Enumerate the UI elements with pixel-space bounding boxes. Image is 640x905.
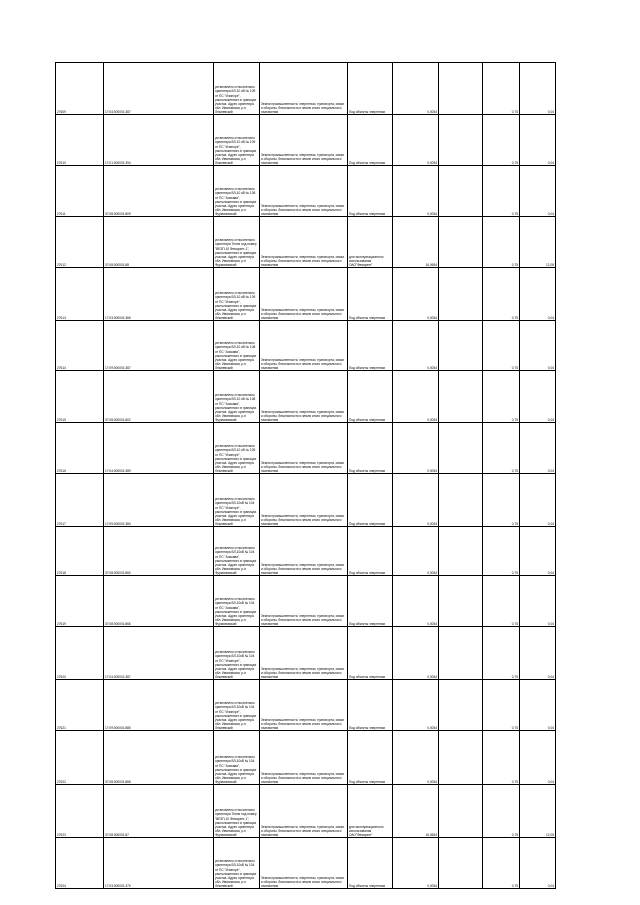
table-row [56,115,556,166]
permitted-use-cell-text: Под объекты энергетики [349,315,386,320]
tax-rate-cell [483,321,520,371]
tax-amount-cell-text: 0,04 [547,160,554,165]
land-category-cell [260,63,348,115]
tax-amount-cell-text: 0,04 [547,674,554,679]
cadastral-number-cell [104,731,214,785]
area-cell [393,321,439,371]
land-category-cell-text: Земли промышленности, энергетики, транспорта, связи и обороны, безопасности и земли иного специального назначения [261,101,344,114]
tax-rate-cell [483,166,520,217]
area-cell-text: 0,0054 [427,109,437,114]
tax-amount-cell [520,217,556,268]
tax-rate-cell [483,627,520,680]
area-cell [393,527,439,576]
row-number-cell [56,115,104,166]
tax-rate-cell [483,838,520,889]
cadastral-number-cell-text: 37:08:000001:860 [105,570,131,575]
permitted-use-cell [348,785,393,838]
location-description-cell-text: установлено относительно ориентира ВЛ-10кВ № 104 от ПС "Ачикава", расположенного в границах участка. Адрес ориентира обл. Ивановская, р-н Фурмановский [215,755,257,784]
area-cell-text: 0,0054 [427,570,437,575]
row-number-cell-text: 27617 [57,521,66,526]
tax-rate-cell-text: 0,75 [511,725,518,730]
land-category-cell-text: Земли промышленности, энергетики, транспорта, связи и обороны, безопасности и земли иного специального назначения [261,203,344,216]
row-number-cell [56,627,104,680]
empty-cell [439,785,483,838]
row-number-cell [56,63,104,115]
table-row [56,785,556,838]
area-cell [393,785,439,838]
row-number-cell-text: 27613 [57,315,66,320]
land-category-cell-text: Земли промышленности, энергетики, транспорта, связи и обороны, безопасности и земли иного специального назначения [261,513,344,526]
land-category-cell-text: Земли промышленности, энергетики, транспорта, связи и обороны, безопасности и земли иного специального назначения [261,409,344,422]
cadastral-number-cell [104,321,214,371]
location-description-cell-text: установлено относительно ориентира ВЛ-10кВ № 104 от ПС "Ичиноре", расположенного в границах участка. Адрес ориентира обл. Ивановская, р-н Лежневский [215,859,257,888]
permitted-use-cell-text: Под объекты энергетики [349,109,386,114]
row-number-cell-text: 27622 [57,779,66,784]
permitted-use-cell-text: Под объекты энергетики [349,160,386,165]
cadastral-number-cell [104,576,214,627]
row-number-cell [56,371,104,423]
row-number-cell-text: 27624 [57,883,66,888]
tax-rate-cell-text: 0,75 [511,315,518,320]
area-cell-text: 0,0054 [427,621,437,626]
tax-amount-cell [520,423,556,474]
tax-rate-cell-text: 0,75 [511,570,518,575]
row-number-cell-text: 27618 [57,570,66,575]
row-number-cell-text: 27619 [57,621,66,626]
cadastral-number-cell [104,423,214,474]
tax-amount-cell-text: 0,04 [547,468,554,473]
tax-rate-cell [483,576,520,627]
land-category-cell-text: Земли промышленности, энергетики, транспорта, связи и обороны, безопасности и земли иного специального назначения [261,254,344,267]
table-row [56,63,556,115]
empty-cell [439,423,483,474]
land-category-cell-text: Земли промышленности, энергетики, транспорта, связи и обороны, безопасности и земли иного специального назначения [261,666,344,679]
location-description-cell-text: установлено относительно ориентира ВЛ-10 кВ № 108 от ПС "Ачикава", расположенного в границах участка. Адрес ориентира обл. Ивановская, р-н Лежневский [215,341,257,370]
row-number-cell [56,321,104,371]
location-description-cell [214,166,260,217]
tax-amount-cell-text: 0,04 [547,570,554,575]
tax-rate-cell [483,371,520,423]
table-row [56,527,556,576]
area-cell-text: 0,0054 [427,315,437,320]
row-number-cell [56,838,104,889]
area-cell-text: 0,0054 [427,521,437,526]
area-cell-text: 0,0054 [427,417,437,422]
area-cell [393,166,439,217]
empty-cell [439,321,483,371]
row-number-cell [56,576,104,627]
area-cell [393,731,439,785]
permitted-use-cell-text: Под объекты энергетики [349,779,386,784]
row-number-cell [56,268,104,321]
tax-rate-cell [483,527,520,576]
permitted-use-cell-text: Под объекты энергетики [349,521,386,526]
empty-cell [439,627,483,680]
cadastral-number-cell-text: 17:01:000001:394 [105,160,131,165]
cadastral-number-cell-text: 17:09:000001:387 [105,365,131,370]
tax-rate-cell-text: 0,75 [511,883,518,888]
cadastral-number-cell [104,785,214,838]
permitted-use-cell-text: Под объекты энергетики [349,883,386,888]
empty-cell [439,838,483,889]
tax-amount-cell-text: 12,05 [546,832,554,837]
location-description-cell [214,576,260,627]
tax-amount-cell [520,321,556,371]
area-cell [393,680,439,731]
empty-cell [439,166,483,217]
row-number-cell-text: 27612 [57,262,66,267]
land-category-cell-text: Земли промышленности, энергетики, транспорта, связи и обороны, безопасности и земли иного специального назначения [261,152,344,165]
location-description-cell-text: установлено относительно ориентира ВЛ-10кВ № 104 от ПС "Ичиноре", расположенного в границах участка. Адрес ориентира обл. Ивановская, р-н Лежневский [215,650,257,679]
land-category-cell-text: Земли промышленности, энергетики, транспорта, связи и обороны, безопасности и земли иного специального назначения [261,562,344,575]
land-category-cell-text: Земли промышленности, энергетики, транспорта, связи и обороны, безопасности и земли иного специального назначения [261,613,344,626]
land-category-cell-text: Земли промышленности, энергетики, транспорта, связи и обороны, безопасности и земли иного специального назначения [261,357,344,370]
area-cell-text: 0,0054 [427,160,437,165]
tax-rate-cell-text: 0,75 [511,674,518,679]
land-registry-table [55,62,556,889]
table-row [56,371,556,423]
tax-amount-cell [520,838,556,889]
empty-cell [439,731,483,785]
tax-amount-cell [520,785,556,838]
empty-cell [439,576,483,627]
tax-rate-cell-text: 0,75 [511,832,518,837]
area-cell [393,576,439,627]
cadastral-number-cell [104,268,214,321]
tax-rate-cell [483,731,520,785]
row-number-cell-text: 27609 [57,109,66,114]
area-cell [393,838,439,889]
location-description-cell-text: установлено относительно ориентира Техни под номер "ВЕЗП-10 Фемзрэет-1", расположенного в границах участка. Адрес ориентира обл. Ивановская, р-н Фурмановский [215,238,257,267]
land-category-cell [260,217,348,268]
table-row [56,268,556,321]
tax-rate-cell [483,680,520,731]
area-cell [393,423,439,474]
location-description-cell [214,680,260,731]
tax-amount-cell [520,371,556,423]
tax-amount-cell-text: 0,04 [547,365,554,370]
tax-rate-cell-text: 0,75 [511,109,518,114]
tax-amount-cell [520,627,556,680]
empty-cell [439,268,483,321]
table-row [56,321,556,371]
tax-amount-cell [520,474,556,527]
tax-amount-cell-text: 0,04 [547,315,554,320]
empty-cell [439,217,483,268]
cadastral-number-cell [104,474,214,527]
cadastral-number-cell-text: 17:03:000001:366 [105,315,131,320]
tax-rate-cell [483,268,520,321]
land-category-cell [260,627,348,680]
row-number-cell [56,474,104,527]
location-description-cell-text: установлено относительно ориентира ВЛ-10 кВ № 108 от ПС "Ачикава", расположенного в границах участка. Адрес ориентира обл. Ивановская, р-н Фурмановский [215,187,257,216]
location-description-cell [214,527,260,576]
empty-cell [439,63,483,115]
tax-amount-cell-text: 0,04 [547,521,554,526]
land-category-cell [260,371,348,423]
land-category-cell [260,576,348,627]
location-description-cell [214,731,260,785]
permitted-use-cell-text: Под объекты энергетики [349,621,386,626]
tax-rate-cell-text: 0,75 [511,521,518,526]
tax-amount-cell-text: 0,04 [547,725,554,730]
location-description-cell-text: установлено относительно ориентира ВЛ-10кВ № 104 от ПС "Ичиноре", расположенного в границах участка. Адрес ориентира обл. Ивановская, р-н Лежневский [215,497,257,526]
land-category-cell [260,474,348,527]
permitted-use-cell [348,627,393,680]
permitted-use-cell [348,527,393,576]
land-category-cell [260,321,348,371]
location-description-cell [214,627,260,680]
area-cell [393,268,439,321]
area-cell [393,474,439,527]
tax-amount-cell [520,166,556,217]
tax-amount-cell-text: 0,04 [547,211,554,216]
permitted-use-cell [348,63,393,115]
area-cell-text: 16,0654 [425,262,437,267]
row-number-cell-text: 27623 [57,832,66,837]
land-category-cell [260,731,348,785]
table-row [56,731,556,785]
area-cell [393,63,439,115]
tax-rate-cell [483,423,520,474]
permitted-use-cell-text: Под объекты энергетики [349,365,386,370]
land-category-cell-text: Земли промышленности, энергетики, транспорта, связи и обороны, безопасности и земли иного специального назначения [261,771,344,784]
tax-amount-cell-text: 0,04 [547,417,554,422]
permitted-use-cell-text: Под объекты энергетики [349,468,386,473]
land-category-cell [260,838,348,889]
row-number-cell-text: 27616 [57,468,66,473]
land-category-cell [260,115,348,166]
location-description-cell-text: установлено относительно ориентира ВЛ-10 кВ № 109 от ПС "Ичиноре", расположенного в границах участка. Адрес ориентира обл. Ивановская, р-н Лежневский [215,136,257,165]
cadastral-number-cell-text: 17:09:000001:384 [105,521,131,526]
permitted-use-cell-text: Под объекты энергетики [349,211,386,216]
cadastral-number-cell [104,680,214,731]
cadastral-number-cell-text: 37:08:000001:866 [105,621,131,626]
row-number-cell [56,217,104,268]
location-description-cell-text: установлено относительно ориентира ВЛ-10 кВ № 109 от ПС "Ичиноре", расположенного в границах участка. Адрес ориентира обл. Ивановская, р-н Лежневский [215,444,257,473]
cadastral-number-cell [104,371,214,423]
location-description-cell [214,63,260,115]
area-cell-text: 0,0054 [427,468,437,473]
table-row [56,474,556,527]
row-number-cell [56,680,104,731]
location-description-cell-text: установлено относительно ориентира ВЛ-10 кВ № 109 от ПС "Ичиноре", расположенного в границах участка. Адрес ориентира обл. Ивановская, р-н Лежневский [215,291,257,320]
permitted-use-cell-text: для эксплуатационного использования ОАО"Фемзрэет" [349,824,384,837]
tax-amount-cell-text: 0,04 [547,779,554,784]
row-number-cell [56,785,104,838]
row-number-cell-text: 27620 [57,674,66,679]
tax-rate-cell-text: 0,75 [511,621,518,626]
area-cell-text: 16,0654 [425,832,437,837]
area-cell-text: 0,0054 [427,674,437,679]
tax-amount-cell-text: 0,04 [547,621,554,626]
cadastral-number-cell [104,166,214,217]
cadastral-number-cell-text: 17:04:000001:389 [105,468,131,473]
land-category-cell [260,785,348,838]
location-description-cell [214,423,260,474]
tax-rate-cell [483,115,520,166]
area-cell [393,627,439,680]
area-cell [393,115,439,166]
cadastral-number-cell-text: 37:08:000001:802 [105,417,131,422]
permitted-use-cell-text: Под объекты энергетики [349,674,386,679]
cadastral-number-cell-text: 37:08:000001:88 [105,262,129,267]
row-number-cell-text: 27610 [57,160,66,165]
table-row [56,576,556,627]
empty-cell [439,527,483,576]
table-row [56,680,556,731]
tax-rate-cell [483,63,520,115]
row-number-cell-text: 27615 [57,417,66,422]
cadastral-number-cell-text: 37:08:000001:87 [105,832,129,837]
permitted-use-cell [348,321,393,371]
table-row [56,423,556,474]
permitted-use-cell [348,474,393,527]
land-category-cell-text: Земли промышленности, энергетики, транспорта, связи и обороны, безопасности и земли иного специального назначения [261,460,344,473]
location-description-cell [214,371,260,423]
cadastral-number-cell-text: 37:08:000001:809 [105,211,131,216]
permitted-use-cell [348,423,393,474]
area-cell-text: 0,0054 [427,779,437,784]
row-number-cell-text: 27611 [57,211,66,216]
permitted-use-cell-text: для эксплуатационного использования ОАО"Фемзрэет" [349,254,384,267]
row-number-cell-text: 27621 [57,725,66,730]
cadastral-number-cell-text: 17:03:000001:370 [105,883,131,888]
area-cell-text: 0,0054 [427,883,437,888]
tax-amount-cell [520,731,556,785]
table-row [56,217,556,268]
permitted-use-cell-text: Под объекты энергетики [349,725,386,730]
location-description-cell-text: установлено относительно ориентира ВЛ-10кВ № 104 от ПС "Ачикава", расположенного в границах участка. Адрес ориентира обл. Ивановская, р-н Фурмановский [215,546,257,575]
permitted-use-cell-text: Под объекты энергетики [349,570,386,575]
tax-rate-cell-text: 0,75 [511,262,518,267]
area-cell [393,371,439,423]
location-description-cell-text: установлено относительно ориентира ВЛ-10 кВ № 108 от ПС "Ачикава", расположенного в границах участка. Адрес ориентира обл. Ивановская, р-н Фурмановский [215,393,257,422]
land-category-cell-text: Земли промышленности, энергетики, транспорта, связи и обороны, безопасности и земли иного специального назначения [261,307,344,320]
area-cell-text: 0,0054 [427,365,437,370]
row-number-cell [56,527,104,576]
tax-amount-cell [520,115,556,166]
land-category-cell-text: Земли промышленности, энергетики, транспорта, связи и обороны, безопасности и земли иного специального назначения [261,875,344,888]
cadastral-number-cell-text: 17:04:000001:387 [105,674,131,679]
empty-cell [439,474,483,527]
location-description-cell [214,474,260,527]
location-description-cell [214,115,260,166]
location-description-cell-text: установлено относительно ориентира ВЛ-10кВ № 104 от ПС "Ачикава", расположенного в границах участка. Адрес ориентира обл. Ивановская, р-н Фурмановский [215,597,257,626]
table-body [56,63,556,889]
land-category-cell [260,680,348,731]
tax-rate-cell-text: 0,75 [511,468,518,473]
permitted-use-cell [348,268,393,321]
tax-rate-cell-text: 0,75 [511,417,518,422]
cadastral-number-cell-text: 17:09:000001:885 [105,725,131,730]
land-category-cell [260,423,348,474]
permitted-use-cell [348,166,393,217]
permitted-use-cell [348,217,393,268]
land-category-cell [260,268,348,321]
table-row [56,166,556,217]
table-row [56,627,556,680]
tax-rate-cell [483,474,520,527]
empty-cell [439,680,483,731]
cadastral-number-cell [104,627,214,680]
tax-amount-cell [520,268,556,321]
location-description-cell-text: установлено относительно ориентира ВЛ-10кВ № 104 от ПС "Ичиноре", расположенного в границах участка. Адрес ориентира обл. Ивановская, р-н Лежневский [215,701,257,730]
permitted-use-cell [348,838,393,889]
location-description-cell [214,321,260,371]
location-description-cell [214,838,260,889]
area-cell-text: 0,0054 [427,725,437,730]
row-number-cell [56,423,104,474]
permitted-use-cell [348,576,393,627]
tax-amount-cell-text: 0,04 [547,109,554,114]
cadastral-number-cell-text: 37:08:000001:868 [105,779,131,784]
cadastral-number-cell-text: 17:04:000001:387 [105,109,131,114]
location-description-cell [214,217,260,268]
tax-amount-cell [520,527,556,576]
permitted-use-cell [348,371,393,423]
row-number-cell-text: 27614 [57,365,66,370]
table-row [56,838,556,889]
land-category-cell [260,166,348,217]
permitted-use-cell [348,680,393,731]
location-description-cell-text: установлено относительно ориентира Техни под номер "ВЕЗП-10 Фемзрэет-1", расположенного в границах участка. Адрес ориентира обл. Ивановская, р-н Фурмановский [215,808,257,837]
land-category-cell-text: Земли промышленности, энергетики, транспорта, связи и обороны, безопасности и земли иного специального назначения [261,824,344,837]
area-cell-text: 0,0054 [427,211,437,216]
tax-rate-cell-text: 0,75 [511,365,518,370]
location-description-cell-text: установлено относительно ориентира ВЛ-10 кВ № 109 от ПС "Ичиноре", расположенного в границах участка. Адрес ориентира обл. Ивановская, р-н Лежневский [215,85,257,114]
tax-rate-cell-text: 0,75 [511,779,518,784]
tax-rate-cell-text: 0,75 [511,211,518,216]
row-number-cell [56,166,104,217]
location-description-cell [214,268,260,321]
tax-amount-cell-text: 12,05 [546,262,554,267]
empty-cell [439,115,483,166]
location-description-cell [214,785,260,838]
tax-rate-cell-text: 0,75 [511,160,518,165]
land-category-cell-text: Земли промышленности, энергетики, транспорта, связи и обороны, безопасности и земли иного специального назначения [261,717,344,730]
tax-amount-cell-text: 0,04 [547,883,554,888]
cadastral-number-cell [104,63,214,115]
tax-amount-cell [520,63,556,115]
cadastral-number-cell [104,115,214,166]
land-category-cell [260,527,348,576]
permitted-use-cell-text: Под объекты энергетики [349,417,386,422]
row-number-cell [56,731,104,785]
area-cell [393,217,439,268]
tax-rate-cell [483,217,520,268]
tax-rate-cell [483,785,520,838]
tax-amount-cell [520,576,556,627]
cadastral-number-cell [104,527,214,576]
permitted-use-cell [348,731,393,785]
empty-cell [439,371,483,423]
cadastral-number-cell [104,838,214,889]
tax-amount-cell [520,680,556,731]
permitted-use-cell [348,115,393,166]
cadastral-number-cell [104,217,214,268]
